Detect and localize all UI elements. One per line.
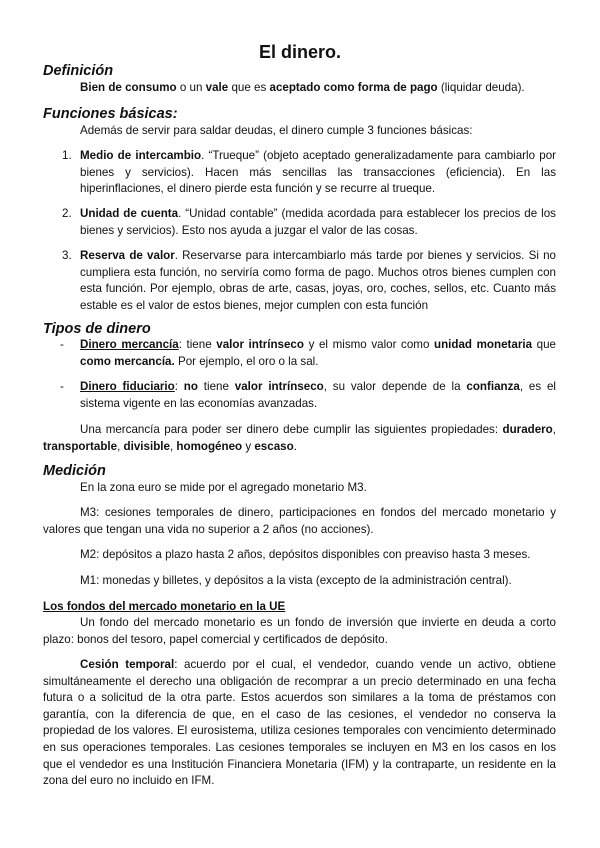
heading-tipos: Tipos de dinero	[43, 321, 151, 337]
heading-fondos: Los fondos del mercado monetario en la UE	[43, 600, 286, 613]
definicion-text: Bien de consumo o un vale que es aceptado como forma de pago (liquidar deuda).	[80, 81, 525, 94]
list-item: Reserva de valor. Reservarse para intercambiarlo más tarde por bienes y servicios. Si no cumpliera esta función, no serviría como forma de pago. Muchos otros bienes cumplen con esta función. Por ejemplo, obras de arte, casas, joyas, oro, coches, sellos, etc. Cuanto más estable es el valor de estos bienes, mejor cumplen con esta función	[80, 249, 557, 312]
medicion-m2: M2: depósitos a plazo hasta 2 años, depósitos disponibles con preaviso hasta 3 meses.	[80, 548, 531, 561]
list-item: Unidad de cuenta. “Unidad contable” (medida acordada para establecer los precios de los bienes y servicios). Esto nos ayuda a juzgar el valor de las cosas.	[80, 207, 556, 237]
bullet-dash: -	[60, 380, 64, 393]
medicion-m3: M3: cesiones temporales de dinero, participaciones en fondos del mercado monetario y valores que tengan una vida no superior a 2 años (no acciones).	[43, 506, 556, 536]
heading-medicion: Medición	[43, 463, 106, 479]
heading-funciones: Funciones básicas:	[43, 106, 178, 122]
list-number: 2.	[62, 207, 72, 220]
tipo-fiduciario: Dinero fiduciario: no tiene valor intrínseco, su valor depende de la confianza, es el sistema vigente en las economías avanzadas.	[80, 380, 556, 410]
cesion-temporal-text: Cesión temporal: acuerdo por el cual, el vendedor, cuando vende un activo, obtiene simultáneamente el derecho una obligación de recomprar a un precio determinado en una fecha futura o a solicitud de la otra parte. Estos acuerdos son similares a la toma de préstamos con garantía, con la diferencia de que, en el caso de las cesiones, el vendedor no conserva la propiedad de los valores. El eurosistema, utiliza cesiones temporales con vencimiento determinado en sus operaciones temporales. Las cesiones temporales se incluyen en M3 en los casos en los que el vendedor es una Institución Financiera Monetaria (IFM) y la contraparte, un residente en la zona del euro no incluido en IFM.	[43, 658, 556, 788]
list-number: 3.	[62, 249, 72, 262]
medicion-m1: M1: monedas y billetes, y depósitos a la vista (excepto de la administración central).	[80, 574, 512, 587]
page-title: El dinero.	[258, 42, 341, 62]
tipo-mercancia: Dinero mercancía: tiene valor intrínseco y el mismo valor como unidad monetaria que como mercancía. Por ejemplo, el oro o la sal.	[80, 338, 556, 368]
funciones-intro: Además de servir para saldar deudas, el dinero cumple 3 funciones básicas:	[80, 124, 473, 137]
medicion-text: En la zona euro se mide por el agregado monetario M3.	[80, 481, 367, 494]
propiedades-text: Una mercancía para poder ser dinero debe cumplir las siguientes propiedades: duradero, transportable, divisible, homogéneo y escaso.	[43, 423, 556, 453]
heading-definicion: Definición	[43, 63, 114, 79]
list-item: Medio de intercambio. “Trueque” (objeto aceptado generalizadamente para cambiarlo por bienes y servicios). Hacen más sencillas las transacciones (eficiencia). En las hiperinflaciones, el dinero pierde esta función y se recurre al trueque.	[80, 149, 556, 196]
list-number: 1.	[62, 149, 72, 162]
bullet-dash: -	[60, 338, 64, 351]
fondos-text: Un fondo del mercado monetario es un fondo de inversión que invierte en deuda a corto plazo: bonos del tesoro, papel comercial y certificados de depósito.	[43, 616, 556, 646]
